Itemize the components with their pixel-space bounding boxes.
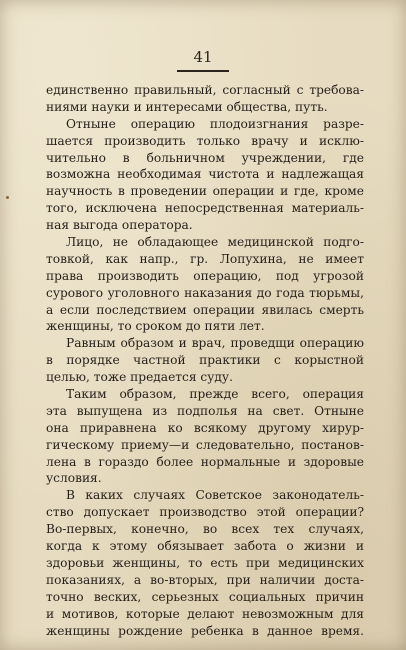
text-line: ство допускает производство этой операции?	[46, 505, 364, 520]
text-line: В каких случаях Советское законодатель-	[66, 488, 364, 503]
text-line: шается производить только врачу и исклю-	[46, 133, 364, 148]
text-line: здоровьи женщины, то есть при медицинских	[46, 555, 364, 570]
text-line: права производить операцию, под угрозой	[46, 268, 364, 283]
text-line: Отныне операцию плодоизгнания разре-	[66, 116, 364, 131]
page-number-rule	[177, 70, 229, 72]
text-line: ниями науки и интересами общества, путь.	[46, 99, 328, 114]
text-line: сурового уголовного наказания до года тюрьмы,	[46, 285, 364, 300]
text-line: чительно в больничном учреждении, где	[46, 150, 364, 165]
text-line: показаниях, а во-вторых, при наличии доста-	[46, 572, 364, 587]
text-line: возможна необходимая чистота и надлежащая	[46, 167, 364, 182]
text-line: лена в гораздо более нормальные и здоровые	[46, 454, 364, 469]
text-line: в порядке частной практики с корыстной	[46, 353, 364, 368]
text-line: ная выгода оператора.	[46, 218, 193, 233]
body-text	[46, 82, 364, 639]
text-line: а если последствием операции явилась смерть	[46, 302, 364, 317]
text-line: Таким образом, прежде всего, операция	[66, 387, 364, 402]
text-line: Лицо, не обладающее медицинской подго-	[66, 235, 364, 250]
text-line: она приравнена ко всякому другому хирур-	[46, 420, 364, 435]
text-line: того, исключена непосредственная материаль-	[46, 201, 364, 216]
text-line: научность в проведении операции и где, кроме	[46, 184, 364, 199]
text-line: Во-первых, конечно, во всех тех случаях,	[46, 522, 364, 537]
text-line: гическому приему—и следовательно, постанов-	[46, 437, 364, 452]
text-line: точно веских, серьезных социальных причин	[46, 589, 364, 604]
text-line: условия.	[46, 471, 102, 486]
text-line: единственно правильный, согласный с требова-	[46, 83, 364, 97]
page-number: 41	[193, 48, 213, 66]
paper-speck	[6, 196, 9, 199]
text-line: Равным образом и врач, проведщи операцию	[66, 336, 364, 351]
text-line: целью, тоже предается суду.	[46, 370, 233, 385]
text-line: и мотивов, которые делают невозможным для	[46, 606, 364, 621]
text-line: товкой, как напр., гр. Лопухина, не имеет	[46, 251, 364, 266]
text-line: женщины, то сроком до пяти лет.	[46, 319, 265, 334]
text-line: эта выпущена из подполья на свет. Отныне	[46, 403, 364, 418]
text-line: женщины рождение ребенка в данное время.	[46, 623, 364, 638]
text-line: когда к этому обязывает забота о жизни и	[46, 539, 364, 554]
